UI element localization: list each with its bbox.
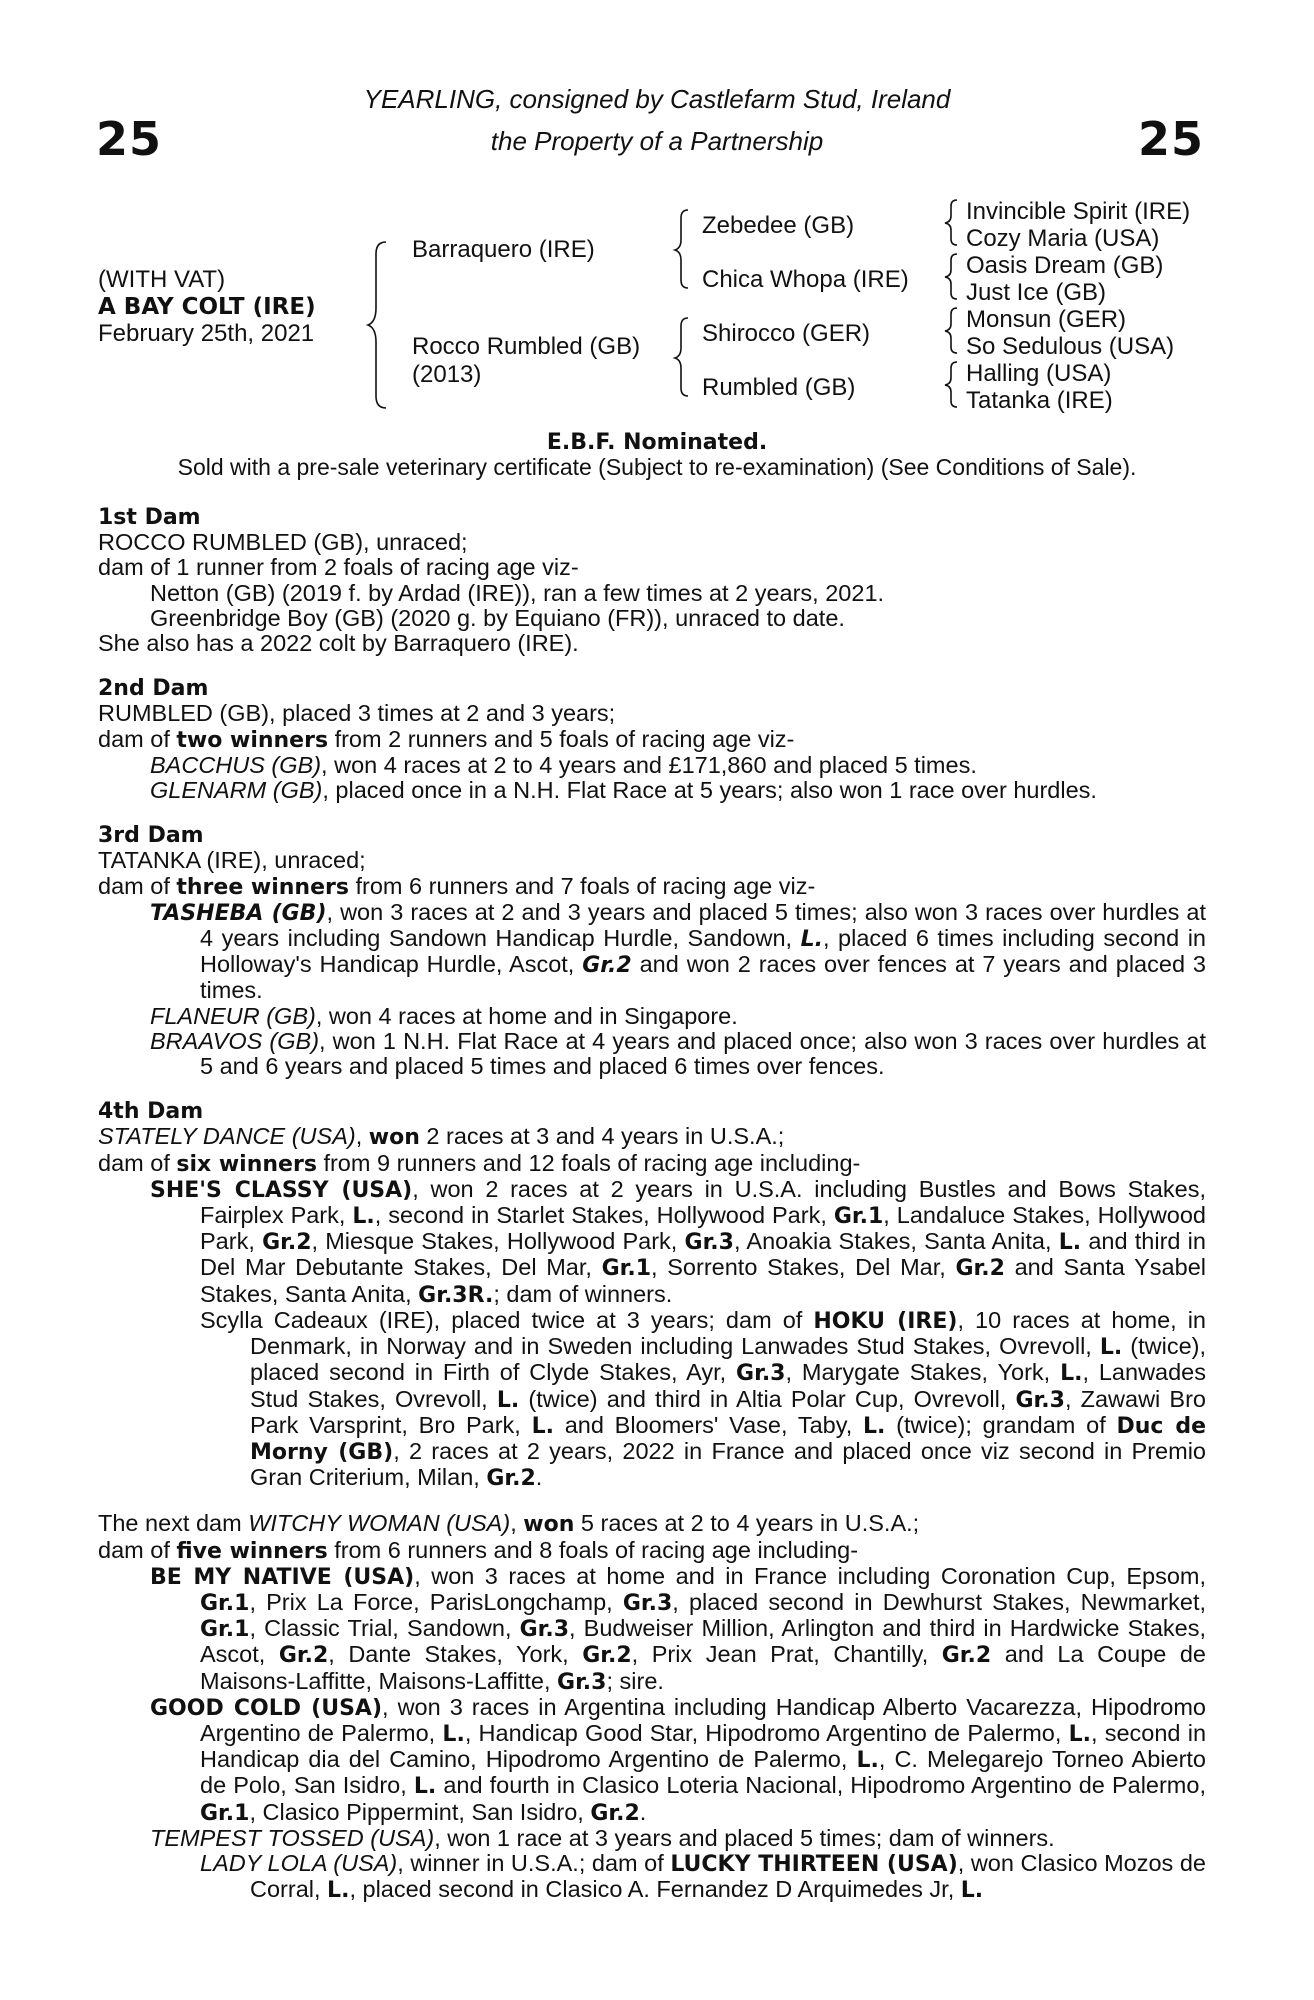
- second-dam-heading: 2nd Dam: [98, 676, 209, 702]
- text-run: ; dam of winners.: [493, 1280, 673, 1307]
- fourth-dam-name: STATELY DANCE (USA), won 2 races at 3 and 4 years in U.S.A.;: [98, 1123, 785, 1151]
- produce-scylla-cadeaux: [98, 1308, 1206, 1491]
- dss-name: Monsun (GER): [966, 306, 1127, 333]
- text-run: , C. Melegarejo Torneo Abierto de Polo, San Isidro,: [200, 1746, 1207, 1799]
- produce-braavos: BRAAVOS (GB), won 1 N.H. Flat Race at 4 years and placed once; also won 3 races over hurdles at 5 and 6 years and placed 5 times and placed 6 times over fences.: [150, 1027, 1206, 1080]
- text-run: (twice); grandam of: [885, 1411, 1117, 1438]
- text-run: Gr.3: [736, 1361, 786, 1387]
- brace-sire: [674, 208, 694, 288]
- text-run: Gr.3: [1015, 1387, 1065, 1413]
- text-run: , Zawawi Bro Park Varsprint, Bro Park,: [250, 1385, 1206, 1438]
- text-run: , Clasico Pippermint, San Isidro,: [249, 1798, 591, 1825]
- produce-be-my-native: [98, 1564, 1206, 1695]
- text-run: L.: [960, 1878, 984, 1904]
- sdd-name: Just Ice (GB): [966, 279, 1107, 306]
- text-run: and Bloomers' Vase, Taby,: [553, 1411, 864, 1438]
- text-run: , winner in U.S.A.; dam of: [397, 1849, 671, 1876]
- lot-number-left: 25: [96, 112, 163, 166]
- text-run: , Miesque Stakes, Hollywood Park,: [311, 1228, 685, 1255]
- text-run: Duc de Morny (GB): [250, 1413, 1206, 1465]
- text-run: Gr.1: [833, 1204, 884, 1230]
- text-run: Gr.2: [262, 1230, 312, 1256]
- text-run: L.: [1058, 1230, 1082, 1256]
- produce-good-cold: [98, 1695, 1206, 1826]
- brace-ss: [944, 198, 962, 246]
- text-run: L.: [856, 1748, 879, 1774]
- text-run: L.: [352, 1204, 375, 1230]
- vat-note: (WITH VAT): [98, 266, 226, 293]
- ss-name: Zebedee (GB): [702, 212, 855, 239]
- consignor-line: YEARLING, consigned by Castlefarm Stud, Ireland: [363, 84, 951, 114]
- text-run: L.: [442, 1721, 465, 1747]
- second-dam-record: dam of two winners from 2 runners and 5 foals of racing age viz-: [98, 725, 795, 753]
- text-run: , won Clasico Mozos de Corral,: [250, 1849, 1206, 1903]
- text-run: GOOD COLD (USA): [150, 1695, 383, 1721]
- text-run: Gr.3: [557, 1669, 607, 1695]
- third-dam-heading: 3rd Dam: [98, 823, 204, 849]
- next-dam-section: [98, 1511, 1206, 1903]
- text-run: and La Coupe de Maisons-Laffitte, Maisons-Laffitte,: [200, 1641, 1206, 1694]
- text-run: .: [639, 1798, 647, 1825]
- text-run: Gr.3: [684, 1230, 734, 1256]
- text-run: L.: [496, 1387, 520, 1413]
- text-run: LUCKY THIRTEEN (USA): [670, 1851, 958, 1877]
- text-run: , Sorrento Stakes, Del Mar,: [651, 1254, 956, 1281]
- next-dam-name: The next dam WITCHY WOMAN (USA), won 5 races at 2 to 4 years in U.S.A.;: [98, 1510, 920, 1538]
- text-run: Gr.1: [200, 1617, 250, 1643]
- brace-dam: [674, 316, 694, 396]
- dd-name: Rumbled (GB): [702, 374, 856, 401]
- fourth-dam-section: [98, 1099, 1206, 1491]
- second-dam-name: RUMBLED (GB), placed 3 times at 2 and 3 years;: [98, 700, 616, 727]
- produce-greenbridge-boy: Greenbridge Boy (GB) (2020 g. by Equiano (FR)), unraced to date.: [150, 604, 845, 631]
- ddd-name: Tatanka (IRE): [966, 387, 1113, 414]
- text-run: LADY LOLA (USA): [200, 1849, 398, 1876]
- text-run: , Prix Jean Prat, Chantilly,: [631, 1641, 942, 1668]
- text-run: , second in Starlet Stakes, Hollywood Park,: [374, 1202, 834, 1229]
- first-dam-record: dam of 1 runner from 2 foals of racing age viz-: [98, 554, 579, 581]
- text-run: Gr.2: [486, 1466, 536, 1492]
- second-dam-section: [98, 676, 1206, 803]
- text-run: , Lanwades Stud Stakes, Ovrevoll,: [250, 1359, 1206, 1412]
- text-run: L.: [863, 1413, 886, 1439]
- text-run: Gr.3: [519, 1617, 570, 1643]
- text-run: Gr.1: [200, 1590, 250, 1616]
- next-dam-record: dam of five winners from 6 runners and 8 foals of racing age including-: [98, 1536, 859, 1564]
- first-dam-section: [98, 505, 1206, 656]
- text-run: Scylla Cadeaux (IRE), placed twice at 3 years; dam of: [200, 1306, 814, 1333]
- text-run: BE MY NATIVE (USA): [150, 1564, 415, 1590]
- text-run: Gr.3R.: [418, 1282, 494, 1308]
- text-run: Gr.3: [622, 1590, 673, 1616]
- produce-2022-colt: She also has a 2022 colt by Barraquero (IRE).: [98, 630, 579, 657]
- dam-name: Rocco Rumbled (GB): [412, 333, 641, 360]
- text-run: and fourth in Clasico Loteria Nacional, Hipodromo Argentino de Palermo,: [436, 1772, 1206, 1799]
- first-dam-name: ROCCO RUMBLED (GB), unraced;: [98, 529, 468, 556]
- ebf-nominated: E.B.F. Nominated.: [546, 430, 768, 455]
- produce-netton: Netton (GB) (2019 f. by Ardad (IRE)), ran a few times at 2 years, 2021.: [150, 579, 885, 606]
- text-run: L.: [531, 1413, 554, 1439]
- text-run: (twice) and third in Altia Polar Cup, Ovrevoll,: [519, 1385, 1016, 1412]
- text-run: HOKU (IRE): [813, 1308, 958, 1334]
- brace-main: [368, 240, 392, 410]
- lot-number-right: 25: [1137, 112, 1204, 166]
- produce-flaneur: FLANEUR (GB), won 4 races at home and in Singapore.: [150, 1002, 738, 1029]
- horse-dob: February 25th, 2021: [98, 320, 315, 347]
- text-run: Gr.1: [601, 1256, 652, 1282]
- horse-name: A BAY COLT (IRE): [98, 294, 316, 320]
- produce-shes-classy: [98, 1177, 1206, 1308]
- text-run: , Landaluce Stakes, Hollywood Park,: [200, 1202, 1207, 1255]
- text-run: and Santa Ysabel Stakes, Santa Anita,: [200, 1254, 1206, 1307]
- text-run: L.: [413, 1774, 437, 1800]
- text-run: L.: [1060, 1361, 1083, 1387]
- catalogue-body: [98, 505, 1206, 1923]
- sss-name: Invincible Spirit (IRE): [966, 198, 1191, 225]
- text-run: , Classic Trial, Sandown,: [249, 1615, 520, 1642]
- text-run: SHE'S CLASSY (USA): [150, 1177, 413, 1203]
- brace-sd: [944, 252, 962, 300]
- text-run: , placed second in Dewhurst Stakes, Newmarket,: [672, 1588, 1207, 1615]
- fourth-dam-heading: 4th Dam: [98, 1099, 204, 1125]
- produce-lady-lola: [98, 1851, 1206, 1903]
- brace-dd: [944, 360, 962, 408]
- text-run: Gr.2: [941, 1643, 992, 1669]
- text-run: , Prix La Force, ParisLongchamp,: [249, 1588, 623, 1615]
- text-run: Gr.2: [582, 1643, 632, 1669]
- sds-name: Oasis Dream (GB): [966, 252, 1164, 279]
- produce-tasheba: TASHEBA (GB), won 3 races at 2 and 3 years and placed 5 times; also won 3 races over hurdles at 4 years including Sandown Handicap Hurdle, Sandown, L., placed 6 times including second in Holloway's Handicap Hurdle, Ascot, Gr.2 and won 2 races over fences at 7 years and placed 3 times.: [150, 898, 1207, 1004]
- text-run: Gr.2: [590, 1800, 640, 1826]
- text-run: L.: [1068, 1721, 1091, 1747]
- text-run: L.: [1099, 1335, 1123, 1361]
- third-dam-section: [98, 823, 1206, 1079]
- dds-name: Halling (USA): [966, 360, 1112, 387]
- dam-year: (2013): [412, 361, 482, 388]
- third-dam-record: dam of three winners from 6 runners and 7 foals of racing age viz-: [98, 872, 816, 900]
- dsd-name: So Sedulous (USA): [966, 333, 1175, 360]
- produce-tempest-tossed: TEMPEST TOSSED (USA), won 1 race at 3 years and placed 5 times; dam of winners.: [150, 1824, 1055, 1851]
- produce-bacchus: BACCHUS (GB), won 4 races at 2 to 4 years and £171,860 and placed 5 times.: [150, 751, 977, 778]
- text-run: ; sire.: [606, 1667, 664, 1694]
- text-run: and third in Del Mar Debutante Stakes, Del Mar,: [200, 1228, 1206, 1281]
- text-run: , second in Handicap dia del Camino, Hipodromo Argentino de Palermo,: [200, 1719, 1207, 1773]
- text-run: Gr.1: [200, 1800, 250, 1826]
- text-run: .: [535, 1464, 543, 1491]
- text-run: , Anoakia Stakes, Santa Anita,: [733, 1228, 1059, 1255]
- text-run: , 10 races at home, in Denmark, in Norway and in Sweden including Lanwades Stud Stakes, Ovrevoll,: [250, 1306, 1207, 1360]
- text-run: L.: [327, 1878, 350, 1904]
- text-run: , Marygate Stakes, York,: [785, 1359, 1061, 1386]
- property-line: the Property of a Partnership: [490, 126, 824, 156]
- text-run: (twice), placed second in Firth of Clyde Stakes, Ayr,: [250, 1333, 1206, 1386]
- text-run: , won 2 races at 2 years in U.S.A. including Bustles and Bows Stakes, Fairplex Park,: [200, 1175, 1206, 1229]
- text-run: , Handicap Good Star, Hipodromo Argentino de Palermo,: [464, 1719, 1069, 1746]
- third-dam-name: TATANKA (IRE), unraced;: [98, 847, 366, 874]
- text-run: , won 3 races in Argentina including Handicap Alberto Vacarezza, Hipodromo Argentino de Palermo,: [200, 1693, 1206, 1746]
- ds-name: Shirocco (GER): [702, 320, 871, 347]
- produce-glenarm: GLENARM (GB), placed once in a N.H. Flat Race at 5 years; also won 1 race over hurdles.: [150, 777, 1097, 804]
- text-run: , 2 races at 2 years, 2022 in France and placed once viz second in Premio Gran Criterium, Milan,: [250, 1437, 1206, 1491]
- ssd-name: Cozy Maria (USA): [966, 225, 1160, 252]
- fourth-dam-record: dam of six winners from 9 runners and 12 foals of racing age including-: [98, 1149, 861, 1177]
- text-run: Gr.2: [955, 1256, 1005, 1282]
- sire-name: Barraquero (IRE): [412, 236, 595, 263]
- sd-name: Chica Whopa (IRE): [702, 266, 909, 293]
- text-run: , placed second in Clasico A. Fernandez D Arquimedes Jr,: [349, 1876, 961, 1903]
- brace-ds: [944, 306, 962, 354]
- first-dam-heading: 1st Dam: [98, 505, 201, 530]
- sale-note: Sold with a pre-sale veterinary certificate (Subject to re-examination) (See Conditions of Sale).: [177, 454, 1137, 480]
- text-run: Gr.2: [278, 1643, 329, 1669]
- text-run: , Budweiser Million, Arlington and third in Hardwicke Stakes, Ascot,: [200, 1615, 1206, 1668]
- text-run: , won 3 races at home and in France including Coronation Cup, Epsom,: [414, 1562, 1207, 1589]
- text-run: , Dante Stakes, York,: [328, 1641, 583, 1668]
